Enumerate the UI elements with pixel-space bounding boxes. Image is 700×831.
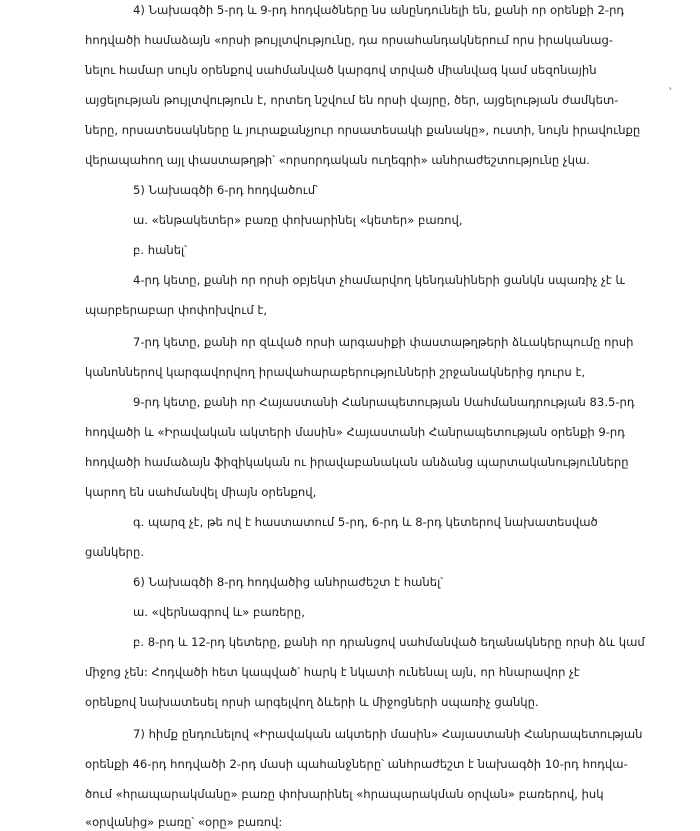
paragraph-6-item-b-line-2: միջոց չեն: Հոդվածի հետ կապված՝ հարկ է նկատի ունենալ այն, որ հնարավոր չէ xyxy=(85,665,580,679)
paragraph-6-heading: 6) Նախագծի 8-րդ հոդվածից անհրաժեշտ է հանել՝ xyxy=(133,575,444,589)
stray-scan-mark: ` xyxy=(668,86,674,99)
point-7-line-1: 7-րդ կետը, քանի որ զևված որսի արգասիքի փաստաթղթերի ձևակերպումը որսի xyxy=(133,335,634,349)
paragraph-7-line-2: օրենքի 46-րդ հոդվածի 2-րդ մասի պահանջները՝ անհրաժեշտ է նախագծի 10-րդ հոդվա- xyxy=(85,757,628,771)
paragraph-4-line-3: նելու համար սույն օրենքով սահմանված կարգով տրված միանվագ կամ սեզոնային xyxy=(85,63,597,77)
paragraph-7-line-3: ծում «հրապարակմանը» բառը փոխարինել «հրապարակման օրվան» բառերով, իսկ xyxy=(85,787,604,801)
point-9-line-1: 9-րդ կետը, քանի որ Հայաստանի Հանրապետության Սահմանադրության 83.5-րդ xyxy=(133,395,635,409)
paragraph-6-item-b-line-3: օրենքով նախատեսել որսի արգելվող ձևերի և միջոցների սպառիչ ցանկը. xyxy=(85,695,539,709)
point-9-line-4: կարող են սահմանվել միայն օրենքով, xyxy=(85,485,317,499)
paragraph-4-line-1: 4) Նախագծի 5-րդ և 9-րդ հոդվածները նս անընդունելի են, քանի որ օրենքի 2-րդ xyxy=(133,3,625,17)
point-9-line-2: հոդվածի և «Իրավական ակտերի մասին» Հայաստանի Հանրապետության օրենքի 9-րդ xyxy=(85,425,625,439)
paragraph-4-line-2: հոդվածի համաձայն «որսի թույլտվությունը, դա որսահանդակներում որս իրականաց- xyxy=(85,33,613,47)
point-9-line-3: հոդվածի համաձայն ֆիզիկական ու իրավաբանական անձանց պարտականությունները xyxy=(85,455,629,469)
paragraph-4-line-4: այցելության թույլտվություն է, որտեղ նշվում են որսի վայրը, ծեր, այցելության ժամկետ- xyxy=(85,93,619,107)
point-4-line-1: 4-րդ կետը, քանի որ որսի օբյեկտ չհամարվող կենդանիների ցանկն սպառիչ չէ և xyxy=(133,273,625,287)
paragraph-6-item-a: ա. «վերնագրով և» բառերը, xyxy=(133,605,305,619)
paragraph-5-heading: 5) Նախագծի 6-րդ հոդվածում՝ xyxy=(133,183,318,197)
paragraph-4-line-6: վերապահող այլ փաստաթղթի՝ «որսորդական ուղեգրի» անհրաժեշտությունը չկա. xyxy=(85,153,590,167)
paragraph-7-line-4: «օրվանից» բառը՝ «օրը» բառով: xyxy=(85,815,283,829)
paragraph-5-item-c-line-1: գ. պարզ չէ, թե ով է հաստատում 5-րդ, 6-րդ և 8-րդ կետերով նախատեսված xyxy=(133,515,598,529)
point-4-line-2: պարբերաբար փոփոխվում է, xyxy=(85,303,268,317)
paragraph-7-line-1: 7) հիմք ընդունելով «Իրավական ակտերի մասին» Հայաստանի Հանրապետության xyxy=(133,727,643,741)
paragraph-5-item-a: ա. «ենթակետեր» բառը փոխարինել «կետեր» բառով, xyxy=(133,213,463,227)
paragraph-5-item-c-line-2: ցանկերը. xyxy=(85,545,145,559)
point-7-line-2: կանոններով կարգավորվող իրավահարաբերությունների շրջանակներից դուրս է, xyxy=(85,365,586,379)
paragraph-6-item-b-line-1: բ. 8-րդ և 12-րդ կետերը, քանի որ դրանցով սահմանված եղանակները որսի ձև կամ xyxy=(133,635,645,649)
paragraph-4-line-5: ները, որսատեսակները և յուրաքանչյուր որսատեսակի քանակը», ուստի, նույն իրավունքը xyxy=(85,123,641,137)
paragraph-5-item-b: բ. հանել՝ xyxy=(133,243,187,257)
